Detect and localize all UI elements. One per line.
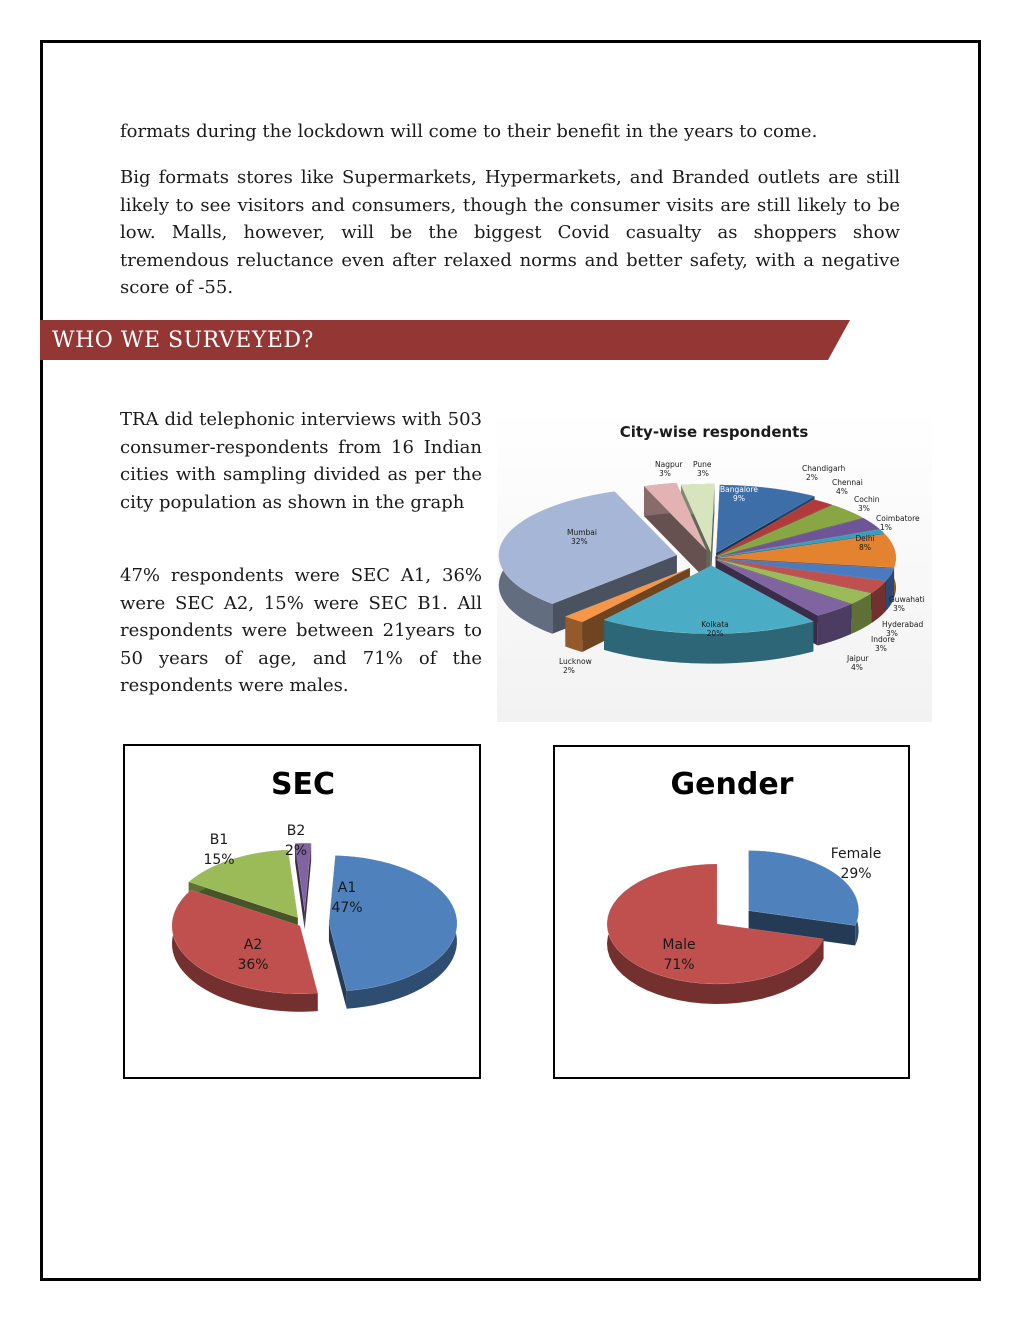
city-label-jaipur: Jaipur: [847, 654, 869, 663]
city-label-bangalore: Bangalore: [719, 485, 759, 494]
sec-label-b1: B1: [209, 832, 229, 848]
city-label-chennai: Chennai: [832, 478, 863, 487]
gender-pie-svg: [555, 747, 908, 1077]
city-pct-mumbai: 32%: [571, 537, 588, 546]
sec-label-a2: A2: [243, 937, 263, 953]
survey-paragraph-demographics: 47% respondents were SEC A1, 36% were SEC A2, 15% were SEC B1. All respondents were between 21years to 50 years of age, and 71% of the respondents were males.: [120, 565, 482, 696]
city-label-coimbatore: Coimbatore: [876, 514, 920, 523]
sec-chart: [123, 744, 481, 1079]
sec-pct-a1: 47%: [331, 900, 363, 916]
slice-a1: [329, 856, 457, 1009]
gender-label-male: Male: [662, 937, 696, 953]
sec-label-b2: B2: [286, 823, 306, 839]
city-pct-guwahati: 3%: [893, 604, 905, 613]
sec-pie-svg: [125, 746, 479, 1077]
gender-chart-title: Gender: [670, 767, 794, 802]
pie-sides: [607, 851, 859, 1004]
city-pct-indore: 3%: [875, 644, 887, 653]
city-pct-lucknow: 2%: [563, 666, 575, 675]
city-label-chandigarh: Chandigarh: [802, 464, 846, 473]
sec-label-a1: A1: [337, 880, 357, 896]
gender-pct-female: 29%: [840, 866, 872, 882]
sec-pct-a2: 36%: [237, 957, 269, 973]
city-pie-svg: [497, 410, 932, 722]
survey-paragraph-method: TRA did telephonic interviews with 503 consumer-respondents from 16 Indian cities with sampling divided as per the city population as shown in the graph: [120, 409, 482, 513]
paragraph-big-formats: Big formats stores like Supermarkets, Hypermarkets, and Branded outlets are still likely to see visitors and consumers, though the consumer visits are still likely to be low. Malls, however, will be the biggest Covid casualty as shoppers show tremendous reluctance even after relaxed norms and better safety, with a negative score of -55.: [120, 167, 900, 298]
city-pct-coimbatore: 1%: [880, 523, 892, 532]
city-wise-chart: [497, 410, 932, 722]
city-chart-title: City-wise respondents: [619, 423, 809, 441]
section-title: WHO WE SURVEYED?: [52, 328, 314, 353]
sec-pct-b1: 15%: [203, 852, 235, 868]
city-pct-pune: 3%: [697, 469, 709, 478]
city-label-mumbai: Mumbai: [567, 528, 597, 537]
sec-pct-b2: 2%: [284, 843, 308, 859]
city-pct-hyderabad: 3%: [886, 629, 898, 638]
city-pct-bangalore: 9%: [733, 494, 745, 503]
city-pct-delhi: 8%: [859, 543, 871, 552]
sec-chart-title: SEC: [270, 767, 336, 802]
city-pct-nagpur: 3%: [659, 469, 671, 478]
pie-sides: [172, 843, 457, 1011]
gender-label-female: Female: [830, 846, 882, 862]
city-pct-jaipur: 4%: [851, 663, 863, 672]
slice-rim: [565, 616, 582, 652]
city-pct-chandigarh: 2%: [806, 473, 818, 482]
city-pct-chennai: 4%: [836, 487, 848, 496]
city-label-indore: Indore: [871, 635, 895, 644]
gender-pct-male: 71%: [663, 957, 695, 973]
city-label-pune: Pune: [693, 460, 712, 469]
gender-chart: [553, 745, 910, 1079]
city-label-lucknow: Lucknow: [559, 657, 592, 666]
section-banner: [40, 320, 852, 360]
city-label-hyderabad: Hyderabad: [882, 620, 924, 629]
city-label-kolkata: Kolkata: [701, 620, 729, 629]
city-label-nagpur: Nagpur: [655, 460, 683, 469]
city-label-guwahati: Guwahati: [889, 595, 925, 604]
paragraph-continuation: formats during the lockdown will come to their benefit in the years to come.: [120, 121, 818, 142]
city-pct-cochin: 3%: [858, 504, 870, 513]
city-label-cochin: Cochin: [854, 495, 880, 504]
city-label-delhi: Delhi: [855, 534, 875, 543]
city-pct-kolkata: 20%: [706, 629, 724, 638]
